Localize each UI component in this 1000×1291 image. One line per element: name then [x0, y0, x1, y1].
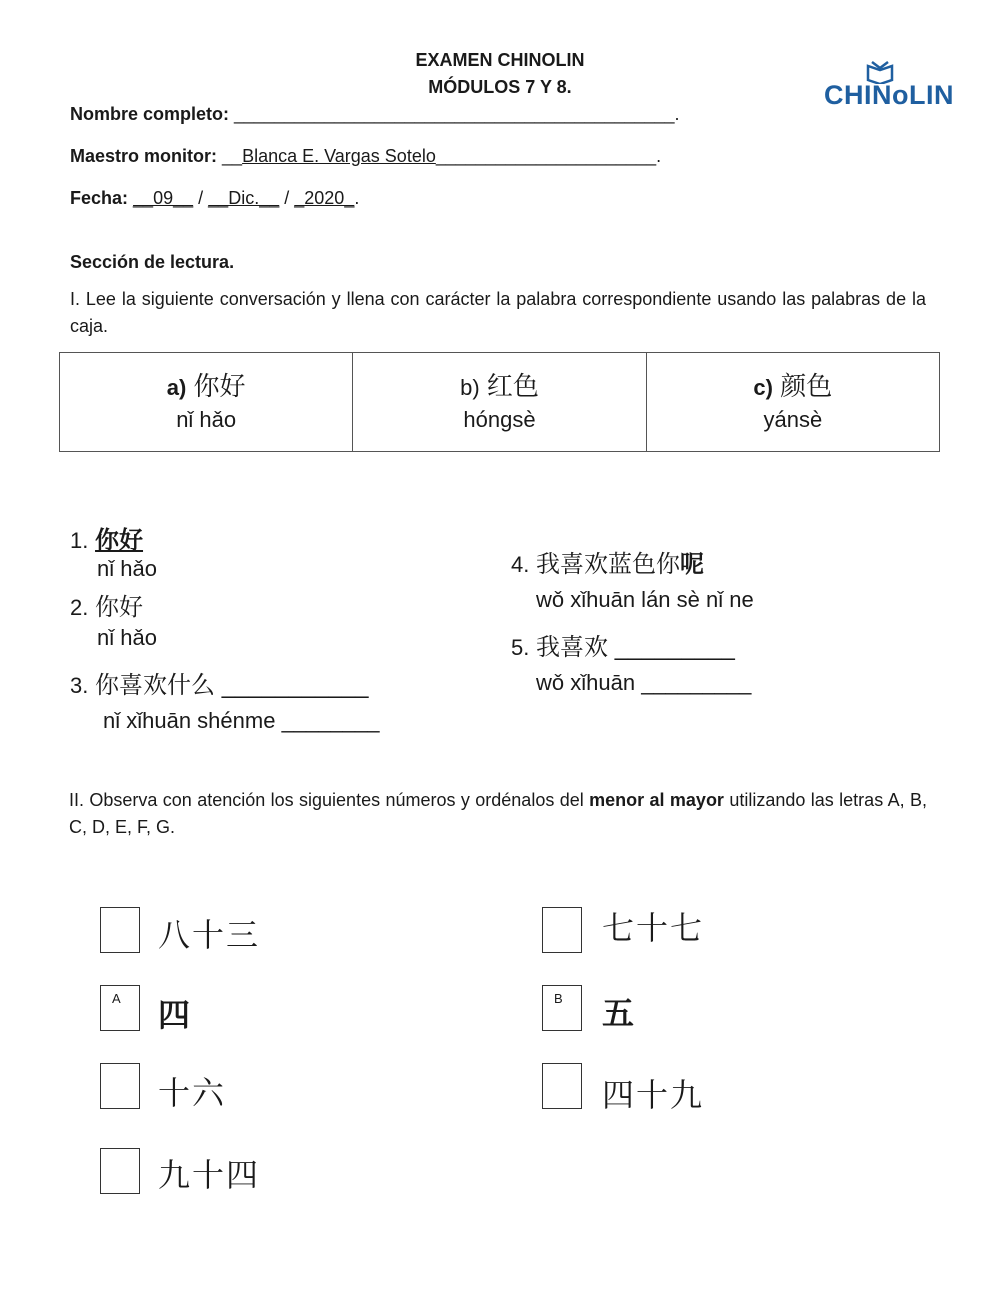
date-day[interactable]: __09__ [133, 188, 194, 208]
answer-blank[interactable]: _________ [614, 634, 735, 661]
order-box[interactable] [542, 1063, 582, 1109]
date-year[interactable]: _2020_ [294, 188, 355, 208]
question-hanzi-bold: 呢 [680, 551, 705, 578]
number-hanzi: 五 [602, 995, 637, 1031]
word-box [59, 352, 940, 452]
question-answer[interactable]: 你好 [95, 527, 144, 554]
number-hanzi: 七十七 [602, 910, 705, 946]
exam-subtitle: MÓDULOS 7 Y 8. [428, 77, 572, 97]
order-box[interactable] [542, 907, 582, 953]
number-hanzi: 四 [158, 997, 193, 1033]
question-hanzi: 我喜欢蓝色你 [536, 551, 681, 578]
name-label: Nombre completo: [70, 104, 230, 124]
question-number: 2. [70, 595, 89, 620]
number-hanzi: 八十三 [158, 917, 261, 953]
date-sep-1: / [198, 188, 204, 208]
pinyin-blank[interactable]: _________ [641, 670, 752, 695]
option-hanzi: 你好 [193, 371, 246, 401]
pinyin-blank[interactable]: ________ [281, 708, 380, 733]
name-field [70, 104, 680, 125]
question-1 [70, 520, 143, 555]
pinyin-text: nǐ xǐhuān shénme [103, 708, 276, 733]
number-hanzi: 九十四 [158, 1157, 261, 1193]
date-label: Fecha: [70, 188, 129, 208]
teacher-value[interactable]: Blanca E. Vargas Sotelo [242, 146, 436, 166]
logo-text: CHINoLIN [824, 80, 954, 110]
numbers-instruction-pre: II. Observa con atención los siguientes números y ordénalos del [69, 790, 584, 810]
order-box[interactable] [100, 907, 140, 953]
question-4 [511, 544, 704, 579]
number-hanzi: 四十九 [602, 1077, 705, 1113]
date-sep-2: / [284, 188, 290, 208]
option-label: a) [166, 375, 187, 400]
number-hanzi: 十六 [158, 1075, 227, 1111]
option-c [646, 353, 939, 452]
teacher-field [70, 146, 661, 167]
teacher-value-post: ______________________. [435, 146, 662, 166]
reading-section-title: Sección de lectura. [70, 252, 235, 272]
option-pinyin: yánsè [763, 407, 823, 432]
date-end: . [354, 188, 360, 208]
question-3 [70, 665, 369, 700]
question-5-pinyin [536, 670, 751, 696]
question-hanzi: 我喜欢 [536, 634, 609, 661]
order-box[interactable] [100, 1063, 140, 1109]
option-a [60, 353, 353, 452]
question-3-pinyin [103, 708, 379, 734]
question-2 [70, 587, 143, 622]
order-box[interactable] [100, 1148, 140, 1194]
chinolin-logo [824, 60, 954, 112]
order-letter: B [554, 991, 563, 1006]
question-5 [511, 627, 735, 662]
teacher-value-pre: __ [222, 146, 243, 166]
question-number: 3. [70, 673, 89, 698]
question-hanzi: 你好 [95, 594, 144, 621]
option-label: b) [460, 375, 480, 400]
numbers-instruction [69, 787, 927, 841]
question-number: 5. [511, 635, 530, 660]
numbers-instruction-post: utilizando las letras A, B, C, D, E, F, G. [69, 790, 927, 837]
exam-title: EXAMEN CHINOLIN [415, 50, 585, 70]
date-month[interactable]: __Dic.__ [208, 188, 280, 208]
question-1-pinyin: nǐ hǎo [97, 556, 157, 581]
order-letter: A [112, 991, 121, 1006]
order-box[interactable] [100, 985, 140, 1031]
date-field [70, 188, 359, 209]
pinyin-text: wǒ xǐhuān [536, 670, 636, 695]
order-box[interactable] [542, 985, 582, 1031]
option-b [353, 353, 646, 452]
option-label: c) [753, 375, 773, 400]
option-hanzi: 颜色 [780, 371, 833, 401]
option-pinyin: nǐ hǎo [176, 407, 237, 432]
reading-instruction: I. Lee la siguiente conversación y llena con carácter la palabra correspondiente usando las palabras de la caja. [70, 289, 926, 336]
option-pinyin: hóngsè [463, 407, 536, 432]
question-number: 4. [511, 552, 530, 577]
option-hanzi: 红色 [486, 371, 539, 401]
numbers-instruction-bold: menor al mayor [589, 790, 724, 810]
question-number: 1. [70, 528, 89, 553]
answer-blank[interactable]: ___________ [221, 672, 369, 699]
question-hanzi: 你喜欢什么 [95, 672, 216, 699]
question-4-pinyin: wǒ xǐhuān lán sè nǐ ne [536, 587, 754, 612]
name-value[interactable]: ____________________________________________. [234, 104, 680, 124]
question-2-pinyin: nǐ hǎo [97, 625, 157, 650]
teacher-label: Maestro monitor: [70, 146, 218, 166]
